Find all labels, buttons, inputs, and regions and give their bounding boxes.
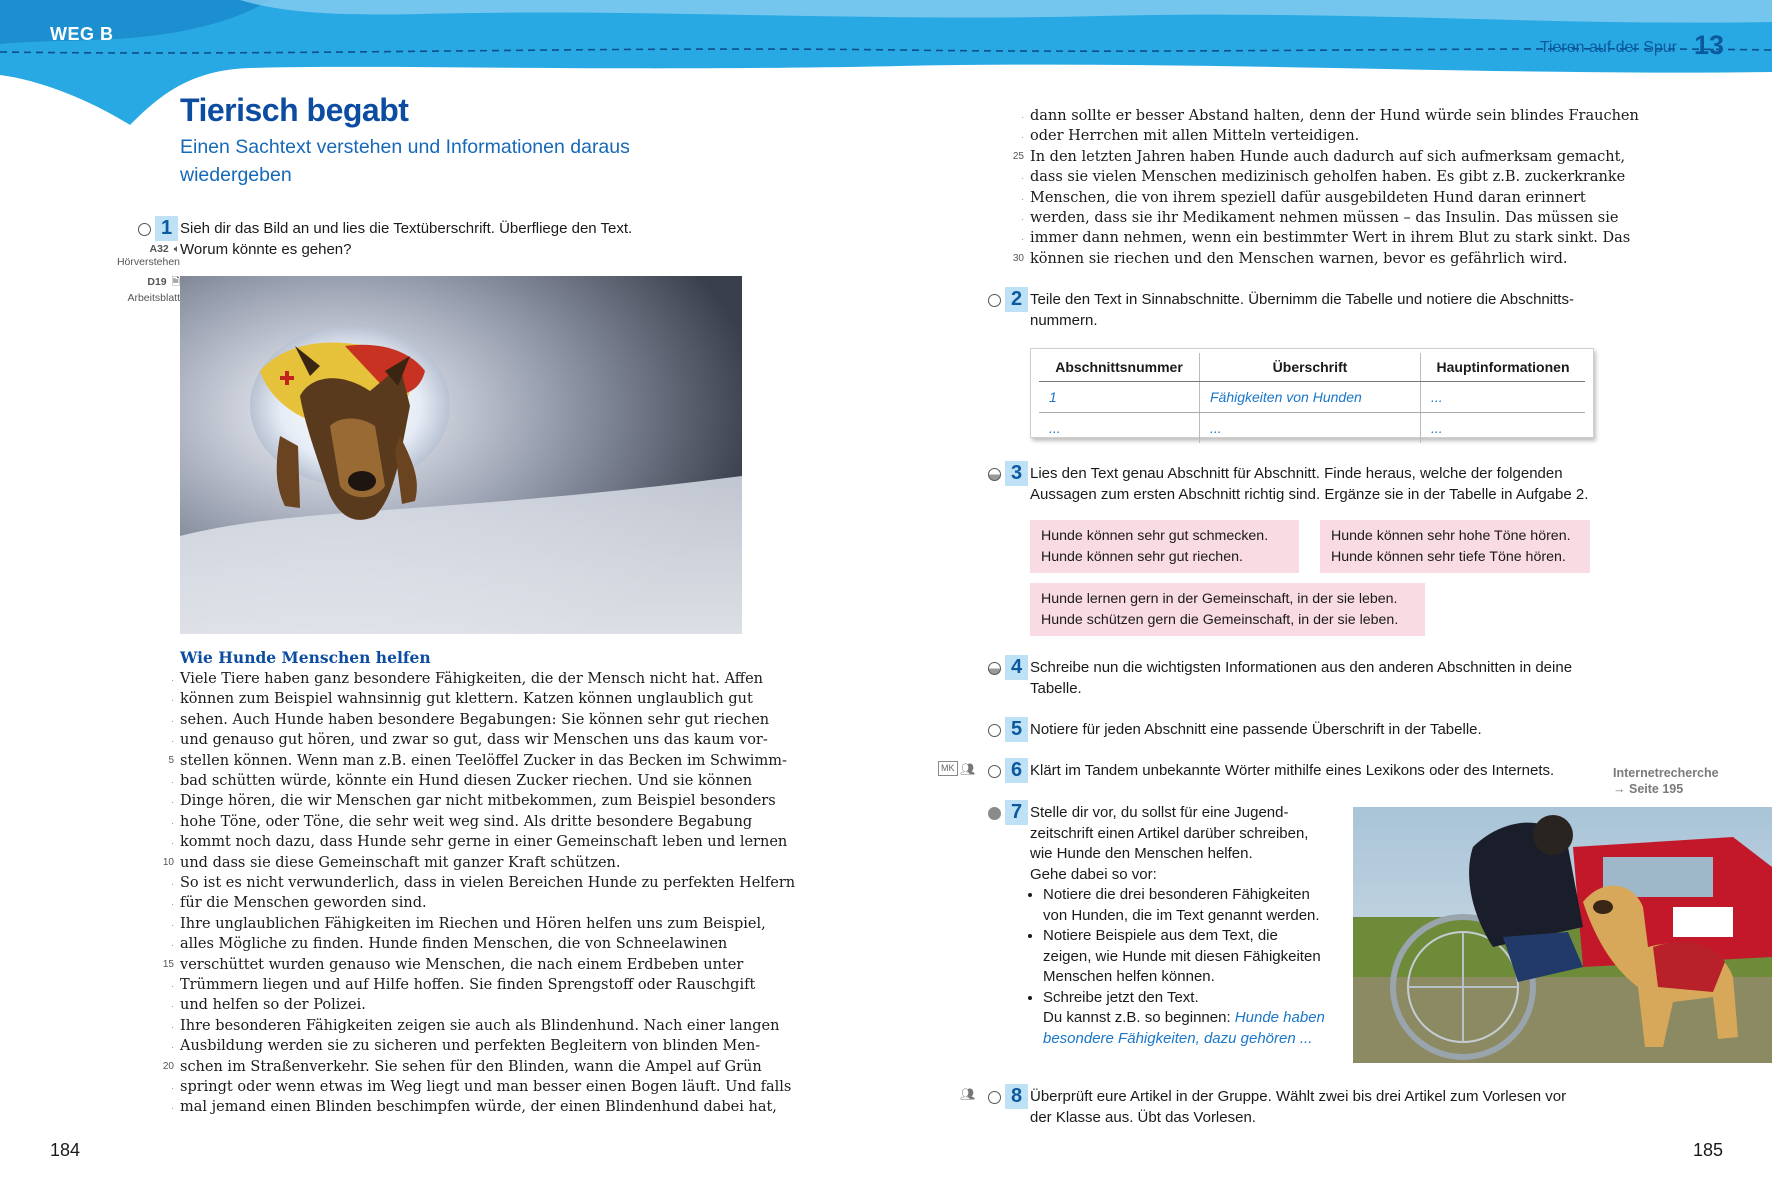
media-ref-code: A32 [149, 243, 169, 255]
line-number: . [1021, 171, 1024, 183]
task-7-intro-line: Stelle dir vor, du sollst für eine Jugend- [1030, 804, 1289, 821]
partner-work-icon: 👥︎ [960, 762, 976, 776]
reading-line: und genauso gut hören, und zwar so gut, dass wir Menschen uns das kaum vor- [180, 732, 768, 749]
line-number: . [171, 1101, 174, 1113]
line-number: . [171, 1081, 174, 1092]
table-cell: ... [1049, 420, 1061, 436]
reading-line: bad schütten würde, könnte ein Hund diesen Zucker riechen. Und sie können [180, 773, 753, 789]
task-number-2: 2 [1005, 287, 1028, 312]
reading-line: So ist es nicht verwunderlich, dass in vielen Bereichen Hunde zu perfekten Helfern [180, 875, 796, 891]
reading-line: kommt noch dazu, dass Hunde sehr gerne in einer Gemeinschaft leben und lernen [180, 834, 788, 851]
step-example: Hunde haben besondere Fähigkeiten, dazu gehören ... [1043, 1009, 1325, 1047]
line-number: . [171, 693, 174, 705]
page-subtitle: Einen Sachtext verstehen und Informationen daraus wiedergeben [180, 136, 630, 186]
statement-box [1320, 520, 1590, 573]
reading-line: Viele Tiere haben ganz besondere Fähigkeiten, die der Mensch nicht hat. Affen [180, 671, 764, 687]
step-text: Schreibe jetzt den Text. [1043, 988, 1199, 1006]
media-ref-label: Hörverstehen [116, 256, 180, 268]
task-8-text [1030, 1087, 1566, 1128]
task-2-line: nummern. [1030, 311, 1098, 329]
line-number: . [1021, 191, 1024, 203]
table-cell: ... [1200, 413, 1421, 444]
difficulty-easy-icon [988, 294, 1001, 307]
reading-line: stellen können. Wenn man z.B. einen Teelöffel Zucker in das Becken im Schwimm- [180, 752, 787, 769]
difficulty-easy-icon [138, 223, 151, 236]
group-work-icon: 👥︎ [960, 1087, 976, 1101]
line-number: . [171, 938, 174, 950]
task-7-intro-line: wie Hunde den Menschen helfen. [1030, 845, 1253, 862]
table-header: Überschrift [1200, 353, 1421, 382]
statement-box [1030, 583, 1425, 636]
task-3-line: Aussagen zum ersten Abschnitt richtig sind. Ergänze sie in der Tabelle in Aufgabe 2. [1030, 485, 1589, 503]
table-cell: ... [1421, 413, 1586, 444]
rescue-dog-photo [180, 276, 742, 634]
line-number: . [171, 1019, 174, 1031]
task-5-text: Notiere für jeden Abschnitt eine passende Überschrift in der Tabelle. [1030, 721, 1482, 738]
speaker-icon: 🔈︎ [173, 243, 180, 255]
arrow-link-icon: → [1613, 782, 1626, 796]
reading-line: springt oder wenn etwas im Weg liegt und man besser einen Bogen läuft. Und falls [180, 1079, 792, 1095]
task-number-6: 6 [1005, 758, 1028, 783]
line-number: 25 [1012, 150, 1024, 162]
reading-line: Trümmern liegen und auf Hilfe hoffen. Sie finden Sprengstoff oder Rauschgift [180, 977, 756, 993]
task-8-line: Überprüft eure Artikel in der Gruppe. Wählt zwei bis drei Artikel zum Vorlesen vor [1030, 1088, 1567, 1105]
line-number: . [171, 979, 174, 990]
assistance-dog-photo [1353, 807, 1772, 1063]
task-3-line: Lies den Text genau Abschnitt für Abschnitt. Finde heraus, welche der folgenden [1030, 465, 1563, 482]
table-header: Hauptinformationen [1421, 353, 1586, 382]
task-8-line: der Klasse aus. Übt das Vorlesen. [1030, 1108, 1256, 1126]
task-number-3: 3 [1005, 461, 1028, 486]
reading-line: können sie riechen und den Menschen warnen, bevor es gefährlich wird. [1030, 250, 1568, 267]
aside-link[interactable] [1613, 782, 1683, 796]
line-number: 10 [162, 856, 174, 868]
step-hint: Du kannst z.B. so beginnen: [1043, 1009, 1231, 1026]
reading-line: dann sollte er besser Abstand halten, denn der Hund würde sein blindes Frauchen [1030, 108, 1639, 124]
difficulty-easy-icon [988, 724, 1001, 737]
task-3-text [1030, 464, 1588, 505]
task-4-line: Schreibe nun die wichtigsten Informationen aus den anderen Abschnitten in deine [1030, 659, 1573, 676]
line-number: 20 [162, 1060, 174, 1072]
table-cell: 1 [1039, 382, 1200, 413]
aside-link-label: Seite 195 [1628, 782, 1684, 796]
task-7-intro-line: zeitschrift einen Artikel darüber schreiben, [1030, 824, 1309, 842]
task-2-text [1030, 290, 1574, 331]
reading-line: sehen. Auch Hunde haben besondere Begabungen: Sie können sehr gut riechen [180, 711, 770, 728]
line-number: . [171, 917, 174, 929]
task-6-text: Klärt im Tandem unbekannte Wörter mithilfe eines Lexikons oder des Internets. [1030, 762, 1555, 779]
difficulty-medium-icon [988, 468, 1001, 481]
table-card [1030, 348, 1594, 438]
line-number: . [171, 713, 174, 725]
reading-line: verschüttet wurden genauso wie Menschen, die nach einem Erdbeben unter [180, 956, 744, 973]
line-number: 30 [1012, 252, 1024, 264]
reading-line: können zum Beispiel wahnsinnig gut klettern. Katzen können unglaublich gut [180, 691, 753, 708]
worksheet-icon: 🗎︎ [171, 276, 180, 288]
task-4-text [1030, 658, 1572, 699]
line-number: 15 [162, 958, 174, 970]
media-competence-tag: MK [938, 761, 958, 776]
reading-line: oder Herrchen mit allen Mitteln verteidigen. [1030, 128, 1360, 145]
aside-title: Internetrecherche [1613, 766, 1719, 780]
line-number: . [1021, 110, 1024, 121]
task-7-intro-line: Gehe dabei so vor: [1030, 865, 1157, 883]
abschnitt-table [1039, 353, 1585, 443]
table-row [1039, 413, 1585, 444]
line-number: 5 [168, 754, 174, 766]
reading-line: dass sie vielen Menschen medizinisch geholfen haben. Es gibt z.B. zuckerkranke [1030, 169, 1626, 186]
difficulty-medium-icon [988, 662, 1001, 675]
reading-line: In den letzten Jahren haben Hunde auch dadurch auf sich aufmerksam gemacht, [1030, 148, 1626, 165]
table-row [1039, 382, 1585, 413]
reading-line: Ihre unglaublichen Fähigkeiten im Riechen und Hören helfen uns zum Beispiel, [180, 915, 766, 932]
table-cell: ... [1421, 382, 1586, 413]
statement-line: Hunde lernen gern in der Gemeinschaft, in der sie leben. [1041, 591, 1398, 607]
task-number-7: 7 [1005, 800, 1028, 825]
reading-line: und helfen so der Polizei. [180, 997, 366, 1014]
media-ref-code: D19 [147, 276, 167, 288]
task-2-line: Teile den Text in Sinnabschnitte. Übernimm die Tabelle und notiere die Abschnitts- [1030, 291, 1574, 308]
reading-line: und dass sie diese Gemeinschaft mit ganzer Kraft schützen. [180, 854, 621, 871]
page-number-right: 185 [1693, 1140, 1724, 1160]
reading-line: Dinge hören, die wir Menschen gar nicht mitbekommen, zum Beispiel besonders [180, 793, 776, 810]
task-number-8: 8 [1005, 1084, 1028, 1109]
line-number: . [171, 775, 174, 786]
line-number: . [1021, 212, 1024, 223]
table-cell: Fähigkeiten von Hunden [1200, 382, 1421, 413]
chapter-number: 13 [1693, 30, 1724, 60]
line-number: . [1021, 130, 1024, 142]
task-number-4: 4 [1005, 655, 1028, 680]
statement-line: Hunde können sehr hohe Töne hören. [1331, 528, 1571, 544]
media-ref-label: Arbeitsblatt [127, 292, 180, 304]
task-1-text: Sieh dir das Bild an und lies die Textüberschrift. Überfliege den Text. Worum könnte es gehen? [180, 220, 633, 258]
page-number-left: 184 [50, 1140, 81, 1160]
statement-line: Hunde können sehr gut schmecken. [1041, 528, 1269, 544]
line-number: . [171, 673, 174, 684]
difficulty-hard-icon [988, 807, 1001, 820]
line-number: . [171, 734, 174, 746]
reading-line: werden, dass sie ihr Medikament nehmen müssen – das Insulin. Das müssen sie [1030, 210, 1619, 226]
difficulty-easy-icon [988, 765, 1001, 778]
step-text: Notiere Beispiele aus dem Text, die zeigen, wie Hunde mit diesen Fähigkeiten Menschen helfen können. [1043, 927, 1321, 985]
media-ref-worksheet[interactable] [60, 274, 180, 304]
line-number: . [171, 836, 174, 848]
line-number: . [171, 897, 174, 909]
weg-label: WEG B [50, 24, 114, 44]
statement-line: Hunde können sehr tiefe Töne hören. [1331, 548, 1566, 565]
statement-box [1030, 520, 1299, 573]
task-7-text [1030, 803, 1330, 1049]
line-number: . [171, 815, 174, 827]
line-number: . [171, 999, 174, 1011]
statement-line: Hunde können sehr gut riechen. [1041, 548, 1243, 565]
media-ref-audio[interactable] [60, 243, 180, 268]
page-title: Tierisch begabt [180, 92, 409, 128]
reading-line: immer dann nehmen, wenn ein bestimmter Wert in ihrem Blut zu stark sinkt. Das [1030, 230, 1631, 247]
reading-line: Ausbildung werden sie zu sicheren und perfekten Begleitern von blinden Men- [180, 1038, 761, 1055]
line-number: . [171, 877, 174, 888]
chapter-title: Tieren auf der Spur [1539, 39, 1677, 56]
task-4-line: Tabelle. [1030, 679, 1082, 697]
reading-line: für die Menschen geworden sind. [180, 895, 427, 912]
reading-line: alles Mögliche zu finden. Hunde finden Menschen, die von Schneelawinen [180, 936, 728, 953]
task-number-1: 1 [155, 216, 178, 241]
step-text: Notiere die drei besonderen Fähigkeiten von Hunden, die im Text genannt werden. [1043, 886, 1320, 924]
line-number: . [171, 1040, 174, 1052]
task-7-steps [1030, 885, 1330, 1049]
reading-line: hohe Töne, oder Töne, die sehr weit weg sind. Als dritte besondere Begabung [180, 813, 753, 830]
table-header: Abschnittsnummer [1039, 353, 1200, 382]
task-7-step [1043, 988, 1330, 1050]
reading-line: Ihre besonderen Fähigkeiten zeigen sie auch als Blindenhund. Nach einer langen [180, 1017, 780, 1034]
reading-line: schen im Straßenverkehr. Sie sehen für den Blinden, wann die Ampel auf Grün [180, 1058, 762, 1075]
reading-line: Menschen, die von ihrem speziell dafür ausgebildeten Hund daran erinnert [1030, 189, 1586, 206]
task-7-step [1043, 885, 1330, 926]
line-number: . [171, 795, 174, 807]
line-number: . [1021, 232, 1024, 244]
reading-line: mal jemand einen Blinden beschimpfen würde, der einen Blindenhund dabei hat, [180, 1099, 777, 1116]
reading-title: Wie Hunde Menschen helfen [180, 648, 431, 667]
difficulty-easy-icon [988, 1091, 1001, 1104]
task-number-5: 5 [1005, 717, 1028, 742]
task-7-step [1043, 926, 1330, 988]
table-header-row [1039, 353, 1585, 382]
statement-line: Hunde schützen gern die Gemeinschaft, in der sie leben. [1041, 611, 1399, 628]
